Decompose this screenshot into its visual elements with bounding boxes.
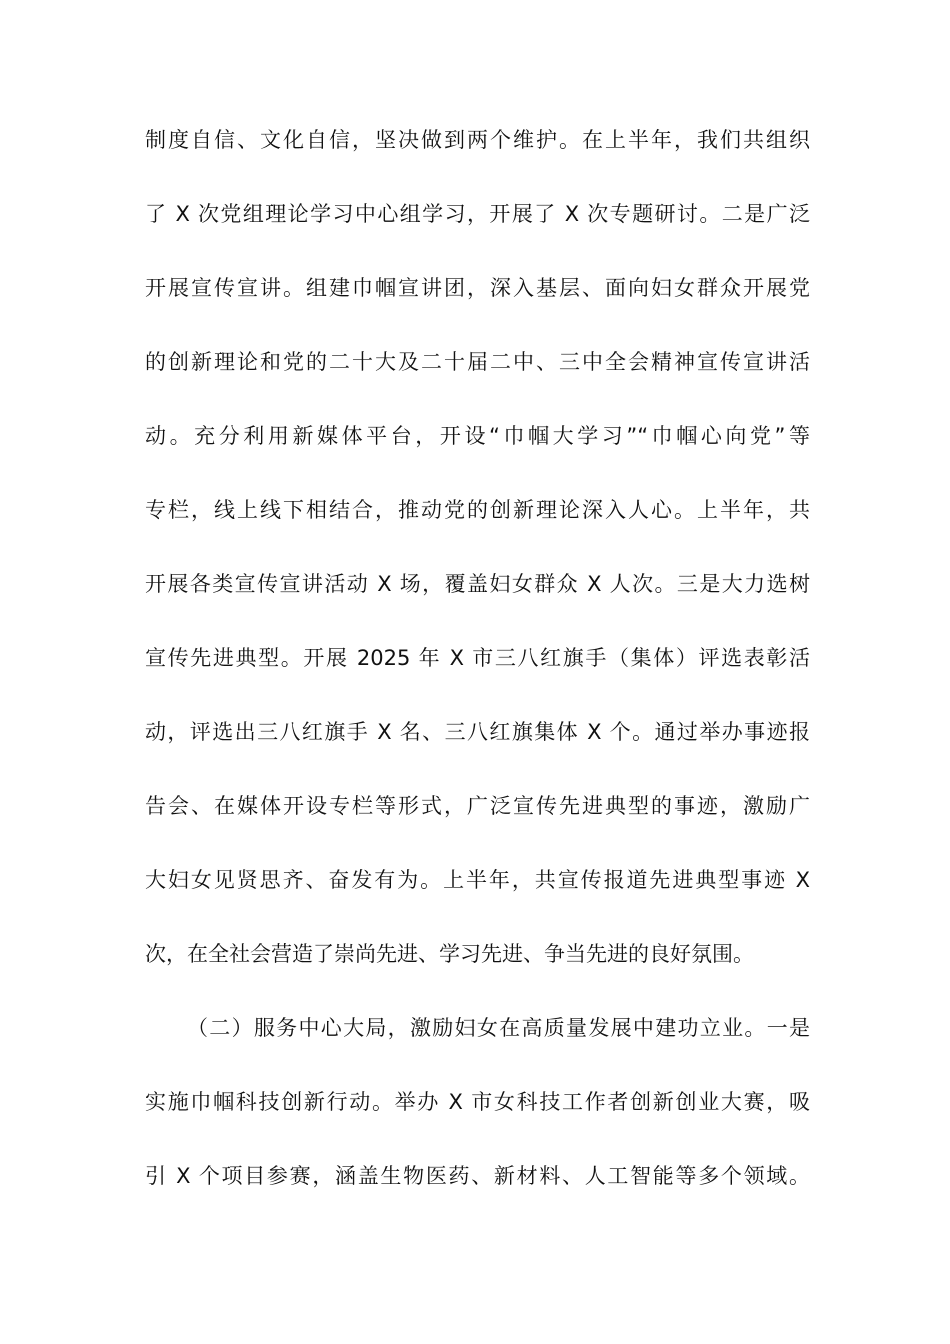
text-line: 制度自信、文化自信，坚决做到两个维护。在上半年，我们共组织 (145, 128, 810, 152)
text-line: 动，评选出三八红旗手 X 名、三八红旗集体 X 个。通过举办事迹报 (145, 720, 810, 744)
text-line: 专栏，线上线下相结合，推动党的创新理论深入人心。上半年，共 (145, 498, 810, 522)
text-line: 开展各类宣传宣讲活动 X 场，覆盖妇女群众 X 人次。三是大力选树 (145, 572, 810, 596)
text-line: 引 X 个项目参赛，涵盖生物医药、新材料、人工智能等多个领域。 (145, 1164, 810, 1188)
text-line: 开展宣传宣讲。组建巾帼宣讲团，深入基层、面向妇女群众开展党 (145, 276, 810, 300)
text-line: 告会、在媒体开设专栏等形式，广泛宣传先进典型的事迹，激励广 (145, 794, 810, 818)
text-line: 了 X 次党组理论学习中心组学习，开展了 X 次专题研讨。二是广泛 (145, 202, 810, 226)
text-line: 动。充分利用新媒体平台，开设“巾帼大学习”“巾帼心向党”等 (145, 424, 810, 448)
text-line: 实施巾帼科技创新行动。举办 X 市女科技工作者创新创业大赛，吸 (145, 1090, 810, 1114)
body-text (145, 113, 810, 1223)
text-line: 的创新理论和党的二十大及二十届二中、三中全会精神宣传宣讲活 (145, 350, 810, 374)
paragraph-end-line: 次，在全社会营造了崇尚先进、学习先进、争当先进的良好氛围。 (145, 942, 754, 966)
section-heading-line: （二）服务中心大局，激励妇女在高质量发展中建功立业。一是 (187, 1016, 810, 1040)
text-line: 宣传先进典型。开展 2025 年 X 市三八红旗手（集体）评选表彰活 (145, 646, 810, 670)
text-line: 大妇女见贤思齐、奋发有为。上半年，共宣传报道先进典型事迹 X (145, 868, 810, 892)
